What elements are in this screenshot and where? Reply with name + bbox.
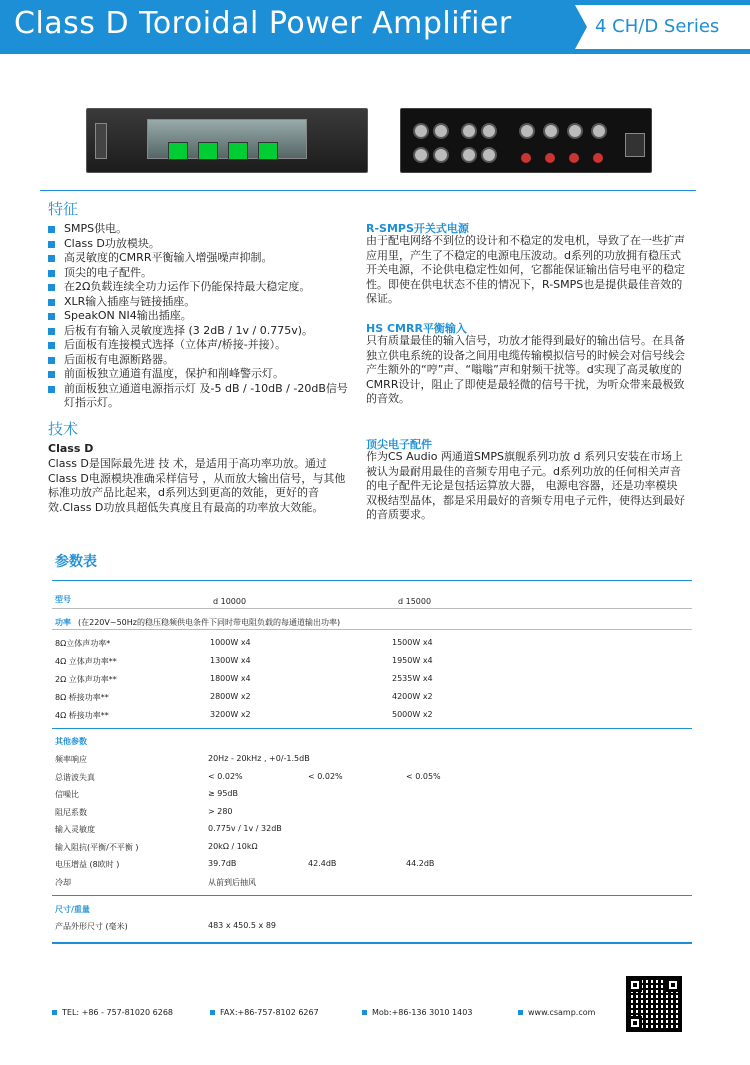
features-list [48, 222, 358, 411]
front-panel-display [147, 119, 307, 159]
feature-item: 顶尖的电子配件。 [48, 266, 358, 281]
feature-item: 在2Ω负载连续全功力运作下仍能保持最大稳定度。 [48, 280, 358, 295]
power-row-d15000: 1500W x4 [392, 638, 433, 647]
xlr-jack [481, 147, 497, 163]
power-switch-image [95, 123, 107, 159]
xlr-jack [481, 123, 497, 139]
specs-top-rule [52, 580, 692, 581]
parts-body: 作为CS Audio 两通道SMPS旗舰系列功放 d 系列只安装在市场上被认为最耐用最佳的音频专用电子元。d系列功放的任何相关声音的电子配件无论是包括运算放大器， 电源电容器，还是功率模块双极结型晶体，都是采用最好的音频专用电子元件，使得达到最好的音质要求。 [366, 450, 685, 521]
other-row-value-a: < 0.02% [208, 771, 243, 781]
parts-heading: 顶尖电子配件 [366, 438, 432, 451]
xlr-jack [413, 123, 429, 139]
speakon-jack [543, 123, 559, 139]
feature-item: SMPS供电。 [48, 222, 358, 237]
xlr-jack [461, 123, 477, 139]
footer-tel: TEL: +86 - 757-81020 6268 [52, 1008, 173, 1017]
cmrr-body: 只有质量最佳的输入信号，功放才能得到最好的输出信号。在具备独立供电系统的设备之间用电缆传输模拟信号的时候会对信号线会产生额外的“哼”声、“嗡嗡”声和射频干扰等。d实现了高灵敏度的CMRR设计，阻止了即使是最轻微的信号干扰，为听众带来最极致的音效。 [366, 334, 685, 405]
row-divider [52, 895, 692, 896]
binding-post [521, 153, 531, 163]
feature-item: Class D功放模块。 [48, 237, 358, 252]
power-row-d10000: 1300W x4 [210, 656, 251, 665]
tech-heading: 技术 [48, 420, 79, 438]
feature-item: 后面板有连接模式选择（立体声/桥接-并接）。 [48, 338, 358, 353]
power-row-label: 4Ω 桥接功率** [55, 711, 109, 720]
amplifier-front-image [86, 108, 368, 173]
xlr-jack [433, 147, 449, 163]
model-d10000: d 10000 [213, 597, 247, 606]
feature-item: XLR输入插座与链接插座。 [48, 295, 358, 310]
feature-item: 前面板独立通道电源指示灯 及-5 dB / -10dB / -20dB信号灯指示灯。 [48, 382, 358, 411]
other-row-value-a: 从前到后抽风 [208, 877, 256, 887]
size-label: 尺寸/重量 [55, 905, 90, 914]
feature-item: 前面板独立通道有温度，保护和削峰警示灯。 [48, 367, 358, 382]
other-row-value-a: ≥ 95dB [208, 789, 238, 798]
size-row-label: 产品外形尺寸 (毫米) [55, 922, 128, 931]
power-row-d10000: 1800W x4 [210, 674, 251, 683]
other-row-label: 阻尼系数 [55, 807, 87, 817]
other-row-value-a: 0.775v / 1v / 32dB [208, 824, 282, 833]
power-row-d15000: 1950W x4 [392, 656, 433, 665]
vu-meter-2 [198, 142, 218, 160]
speakon-jack [591, 123, 607, 139]
xlr-jack [433, 123, 449, 139]
smps-body: 由于配电网络不到位的设计和不稳定的发电机，导致了在一些扩声应用里，产生了不稳定的电源电压波动。d系列的功放拥有稳压式开关电源，不论供电稳定性如何，它都能保证输出信号电平的稳定性。即使在供电状态不佳的情况下，R-SMPS也是提供最佳音效的保证。 [366, 234, 685, 305]
speakon-jack [519, 123, 535, 139]
qr-code-image [626, 976, 682, 1032]
size-row-value: 483 x 450.5 x 89 [208, 921, 276, 930]
xlr-jack [461, 147, 477, 163]
cmrr-heading: HS CMRR平衡输入 [366, 322, 467, 335]
other-row-label: 输入阻抗(平衡/不平衡 ) [55, 842, 139, 852]
row-divider [52, 629, 692, 630]
speakon-jack [567, 123, 583, 139]
binding-post [593, 153, 603, 163]
row-divider [52, 608, 692, 609]
power-row-d15000: 5000W x2 [392, 710, 433, 719]
footer-website[interactable]: www.csamp.com [518, 1008, 595, 1017]
feature-item: 高灵敏度的CMRR平衡输入增强噪声抑制。 [48, 251, 358, 266]
other-row-value-a: 39.7dB [208, 859, 237, 868]
series-label: 4 CH/D Series [595, 16, 720, 37]
amplifier-back-image [400, 108, 652, 173]
power-row-d15000: 4200W x2 [392, 692, 433, 701]
other-row-label: 总谐波失真 [55, 772, 95, 782]
other-row-label: 输入灵敏度 [55, 825, 95, 834]
other-row-value-c: 44.2dB [406, 859, 435, 868]
power-row-d15000: 2535W x4 [392, 674, 433, 683]
feature-item: 后板有有输入灵敏度选择 (3 2dB / 1v / 0.775v)。 [48, 324, 358, 339]
power-socket [625, 133, 645, 157]
other-row-value-b: < 0.02% [308, 771, 343, 781]
qr-finder [666, 978, 680, 992]
power-row-d10000: 2800W x2 [210, 692, 251, 701]
other-label: 其他参数 [55, 737, 87, 746]
other-row-value-c: < 0.05% [406, 771, 441, 781]
vu-meter-1 [168, 142, 188, 160]
specs-title: 参数表 [55, 554, 97, 570]
specs-bottom-rule [52, 942, 692, 944]
qr-finder [628, 1016, 642, 1030]
power-row-label: 8Ω 桥接功率** [55, 693, 109, 702]
power-row-d10000: 1000W x4 [210, 638, 251, 647]
other-row-label: 电压增益 (8欧时 ) [55, 860, 120, 869]
power-row-d10000: 3200W x2 [210, 710, 251, 719]
xlr-jack [413, 147, 429, 163]
header-banner [0, 0, 750, 54]
binding-post [545, 153, 555, 163]
qr-finder [628, 978, 642, 992]
power-row-label: 2Ω 立体声功率** [55, 675, 117, 684]
vu-meter-3 [228, 142, 248, 160]
feature-item: SpeakON NI4输出插座。 [48, 309, 358, 324]
features-heading: 特征 [48, 200, 79, 218]
smps-heading: R-SMPS开关式电源 [366, 222, 469, 235]
vu-meter-4 [258, 142, 278, 160]
model-d15000: d 15000 [398, 597, 432, 606]
other-row-value-a: 20kΩ / 10kΩ [208, 841, 258, 851]
other-row-value-a: > 280 [208, 806, 233, 816]
other-row-label: 信噪比 [55, 790, 79, 799]
tech-subhead: Class D [48, 442, 94, 455]
power-note: (在220V~50Hz的稳压稳频供电条件下同时带电阻负载的每通道输出功率) [78, 618, 341, 627]
other-row-label: 频率响应 [55, 755, 87, 764]
power-label: 功率 [55, 618, 71, 627]
binding-post [569, 153, 579, 163]
page-title: Class D Toroidal Power Amplifier [14, 6, 512, 41]
other-row-value-b: 42.4dB [308, 859, 337, 868]
footer-fax: FAX:+86-757-8102 6267 [210, 1008, 319, 1017]
other-row-label: 冷却 [55, 877, 71, 887]
power-row-label: 8Ω立体声功率* [55, 639, 111, 648]
tech-body: Class D是国际最先进 技 术，是适用于高功率功放。通过Class D电源模块准确采样信号 ，从而放大输出信号，与其他标准功放产品比起来，d系列达到更高的效能，更好的音效.Class D功放具超低失真度且有最高的功率放大效能。 [48, 457, 346, 514]
other-row-value-a: 20Hz - 20kHz , +0/-1.5dB [208, 754, 310, 763]
model-label: 型号 [55, 595, 71, 604]
power-row-label: 4Ω 立体声功率** [55, 657, 117, 666]
row-divider [52, 728, 692, 729]
footer-mobile: Mob:+86-136 3010 1403 [362, 1008, 472, 1017]
feature-item: 后面板有电源断路器。 [48, 353, 358, 368]
divider [40, 190, 696, 191]
